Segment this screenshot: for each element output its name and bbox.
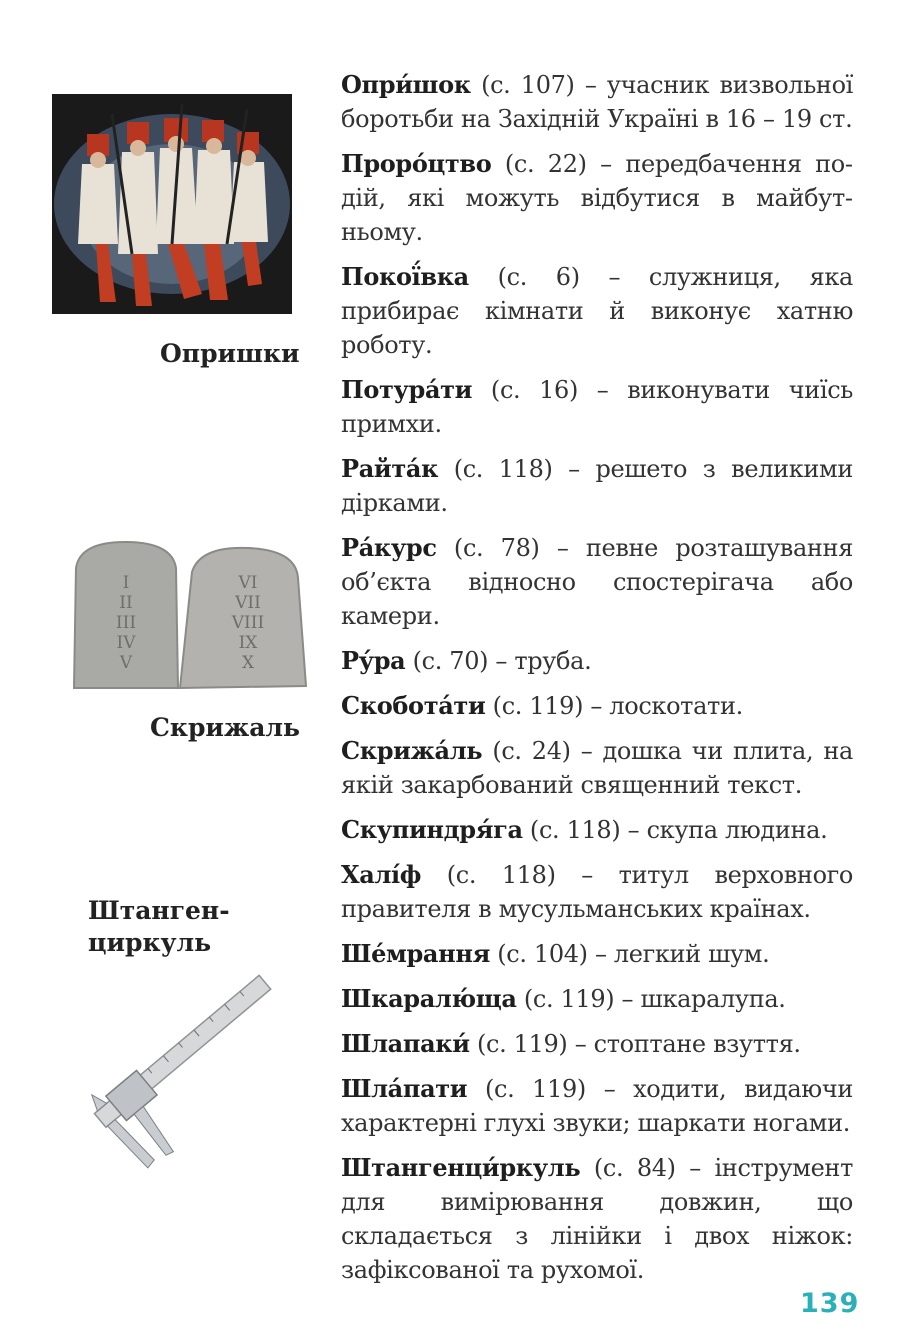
glossary-definition: (с. 24) – дошка чи плита, на якій закарбований священний текст.	[341, 737, 853, 799]
tablet-numeral: IV	[116, 633, 136, 653]
glossary-entry	[341, 689, 853, 723]
glossary-term: Скрижа́ль	[341, 736, 483, 765]
glossary-term: Покої́вка	[341, 262, 469, 291]
tablet-numeral: II	[119, 593, 133, 613]
glossary-entry	[341, 858, 853, 926]
glossary-term: Шла́пати	[341, 1074, 468, 1103]
glossary-term: Шкаралю́ща	[341, 984, 517, 1013]
glossary-entry	[341, 373, 853, 441]
tablet-numeral: X	[241, 653, 255, 673]
caption-shtangentsyrkul-line1: Штанген-	[88, 896, 230, 925]
tablet-numeral: VI	[238, 573, 258, 593]
caption-opryshky: Опришки	[160, 339, 300, 368]
glossary-definition: (с. 119) – стоптане взуття.	[469, 1030, 801, 1058]
glossary-definition: (с. 104) – легкий шум.	[489, 940, 770, 968]
glossary-entry	[341, 1072, 853, 1140]
glossary-entry	[341, 1027, 853, 1061]
tablet-numeral: III	[115, 613, 137, 633]
glossary-term: Ру́ра	[341, 646, 406, 675]
glossary-definition: (с. 70) – труба.	[405, 647, 592, 675]
glossary-definition: (с. 84) – інструмент для вимірювання довжин, що складається з лінійки і двох ніжок: зафіксованої та рухомої.	[341, 1154, 853, 1284]
glossary-definition: (с. 119) – лоскотати.	[485, 692, 743, 720]
glossary-definition: (с. 119) – шкаралупа.	[516, 985, 786, 1013]
glossary-definition: (с. 22) – передбачення подій, які можуть відбутися в майбутньому.	[341, 150, 853, 246]
glossary-entry	[341, 982, 853, 1016]
glossary-entry	[341, 813, 853, 847]
glossary-definition: (с. 118) – скупа людина.	[522, 816, 828, 844]
stone-tablets-illustration	[70, 538, 310, 694]
glossary-entry	[341, 734, 853, 802]
caption-shtangentsyrkul-line2: циркуль	[88, 928, 212, 957]
glossary-term: Потура́ти	[341, 375, 473, 404]
glossary-term: Скобота́ти	[341, 691, 486, 720]
glossary-list	[341, 68, 853, 1298]
glossary-term: Штангенци́ркуль	[341, 1153, 581, 1182]
glossary-definition: (с. 118) – решето з великими дірками.	[341, 455, 853, 517]
glossary-term: Ше́мрання	[341, 939, 490, 968]
glossary-term: Халі́ф	[341, 860, 422, 889]
glossary-entry	[341, 147, 853, 249]
tablet-numeral: V	[119, 653, 133, 673]
page-number: 139	[800, 1288, 860, 1319]
glossary-term: Райта́к	[341, 454, 439, 483]
glossary-definition: (с. 16) – виконувати чиїсь примхи.	[341, 376, 853, 438]
tablet-numeral: I	[122, 573, 130, 593]
tablet-numeral: VII	[235, 593, 261, 613]
glossary-term: Шлапаки́	[341, 1029, 470, 1058]
glossary-term: Ра́курс	[341, 533, 437, 562]
tablet-numeral: IX	[238, 633, 258, 653]
glossary-entry	[341, 452, 853, 520]
glossary-definition: (с. 78) – певне розташування об’єкта відносно спостерігача або камери.	[341, 534, 853, 630]
glossary-term: Скупиндря́га	[341, 815, 523, 844]
glossary-term: Проро́цтво	[341, 149, 492, 178]
caption-skryzhal: Скрижаль	[150, 713, 301, 742]
glossary-entry	[341, 531, 853, 633]
glossary-entry	[341, 260, 853, 362]
glossary-definition: (с. 119) – ходити, видаючи характерні глухі звуки; шаркати ногами.	[341, 1075, 853, 1137]
caliper-illustration	[70, 950, 290, 1170]
glossary-entry	[341, 1151, 853, 1287]
opryshky-illustration	[52, 94, 292, 314]
tablet-numeral: VIII	[231, 613, 265, 633]
glossary-entry	[341, 937, 853, 971]
glossary-term: Опри́шок	[341, 70, 471, 99]
glossary-definition: (с. 118) – титул верховного правителя в мусульманських країнах.	[341, 861, 853, 923]
glossary-entry	[341, 68, 853, 136]
glossary-definition: (с. 107) – учасник визвольної боротьби на Західній Україні в 16 – 19 ст.	[341, 71, 853, 133]
glossary-entry	[341, 644, 853, 678]
glossary-definition: (с. 6) – служниця, яка прибирає кімнати й виконує хатню роботу.	[341, 263, 853, 359]
